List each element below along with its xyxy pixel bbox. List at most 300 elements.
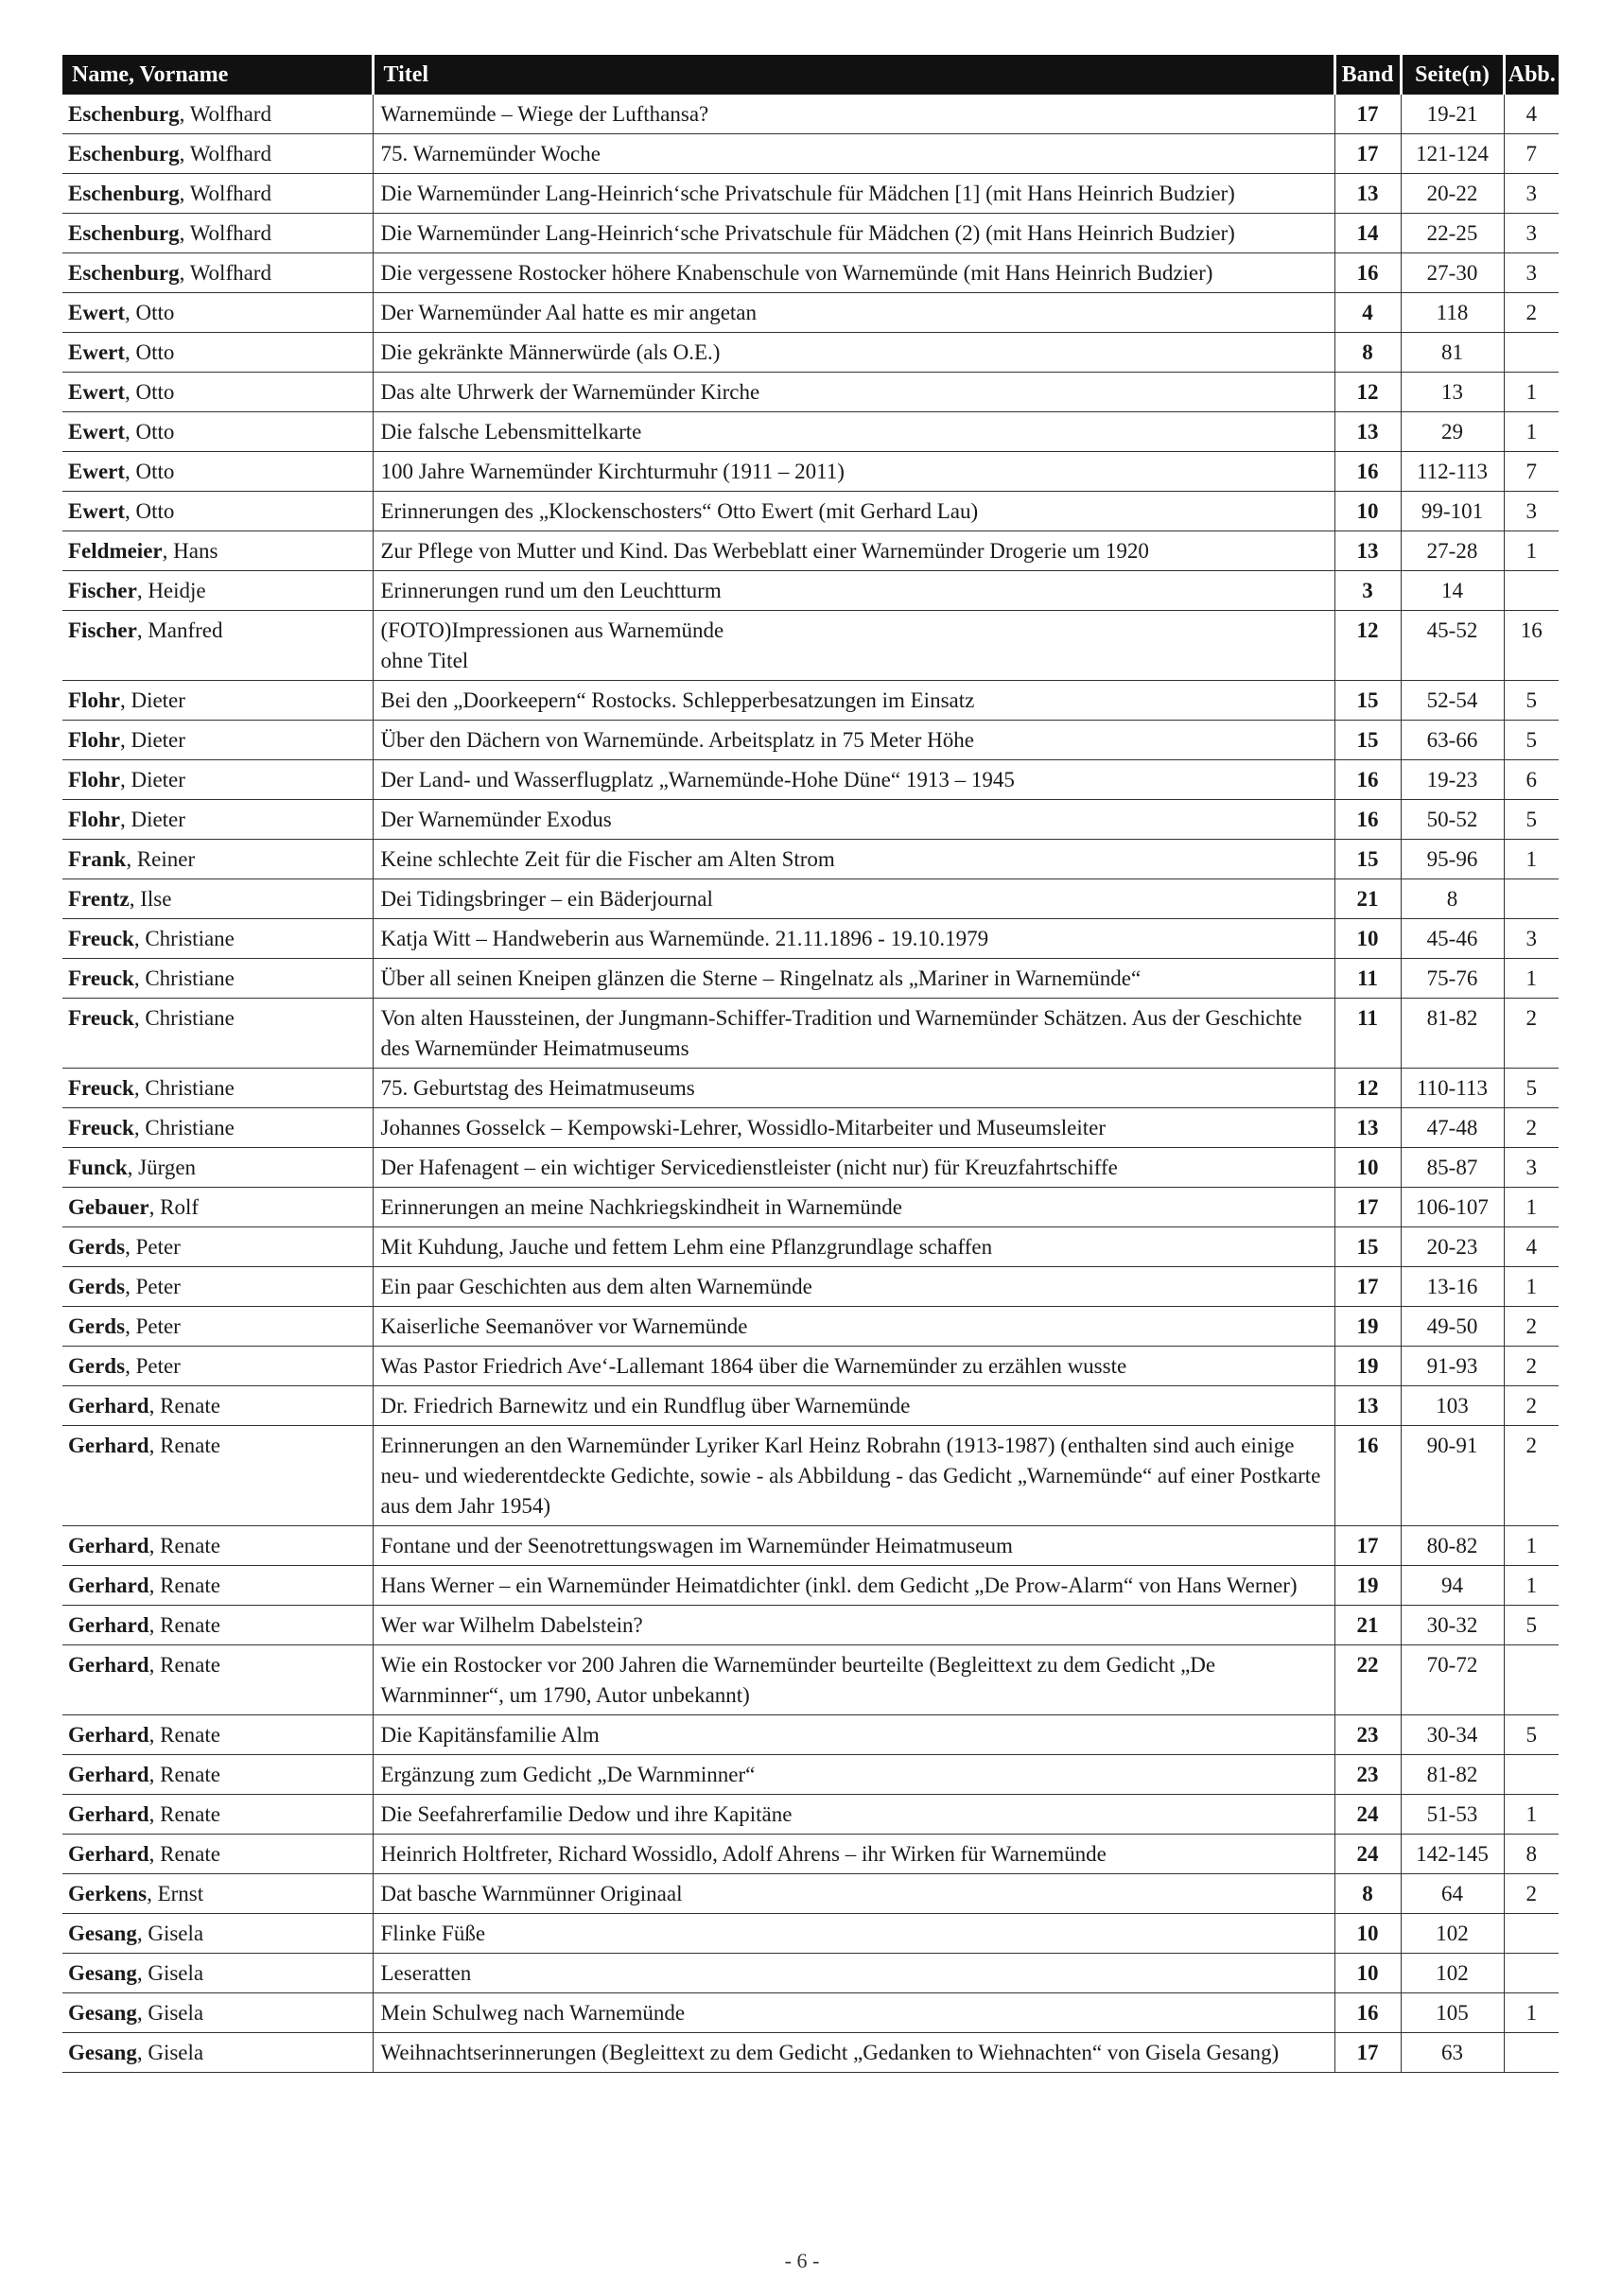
table-row — [62, 1227, 1559, 1267]
author-separator: , — [125, 1354, 136, 1378]
table-row — [62, 333, 1559, 373]
pages-cell: 19-21 — [1401, 95, 1504, 134]
pages-cell: 29 — [1401, 412, 1504, 452]
author-cell — [62, 879, 373, 919]
author-cell — [62, 1993, 373, 2033]
band-cell: 17 — [1334, 1188, 1401, 1227]
band-cell: 16 — [1334, 1426, 1401, 1526]
figures-cell: 2 — [1504, 1347, 1559, 1386]
author-surname: Freuck — [68, 1116, 134, 1139]
author-given-name: Peter — [135, 1354, 181, 1378]
index-sheet — [62, 55, 1559, 2073]
author-given-name: Dieter — [131, 728, 185, 752]
table-row — [62, 1307, 1559, 1347]
title-cell — [373, 1426, 1334, 1526]
author-separator: , — [125, 1275, 136, 1298]
figures-cell: 3 — [1504, 1148, 1559, 1188]
table-row — [62, 1386, 1559, 1426]
table-row — [62, 214, 1559, 253]
author-surname: Flohr — [68, 768, 120, 791]
pages-cell: 30-32 — [1401, 1606, 1504, 1645]
author-separator: , — [119, 808, 131, 831]
figures-cell: 8 — [1504, 1835, 1559, 1874]
author-cell — [62, 571, 373, 611]
band-cell: 11 — [1334, 999, 1401, 1069]
article-title: Flinke Füße — [380, 1922, 486, 1945]
table-row — [62, 1347, 1559, 1386]
author-given-name: Christiane — [145, 1006, 235, 1030]
title-cell — [373, 1566, 1334, 1606]
band-cell: 17 — [1334, 1267, 1401, 1307]
article-title: Dei Tidingsbringer – ein Bäderjournal — [380, 887, 713, 911]
title-cell — [373, 412, 1334, 452]
band-cell: 21 — [1334, 1606, 1401, 1645]
pages-cell: 22-25 — [1401, 214, 1504, 253]
author-given-name: Renate — [160, 1434, 220, 1457]
band-cell: 10 — [1334, 1148, 1401, 1188]
table-row — [62, 879, 1559, 919]
author-surname: Gesang — [68, 2001, 137, 2025]
band-cell: 14 — [1334, 214, 1401, 253]
author-given-name: Christiane — [145, 1116, 235, 1139]
band-cell: 15 — [1334, 721, 1401, 760]
author-given-name: Otto — [135, 301, 175, 324]
author-surname: Gesang — [68, 1922, 137, 1945]
author-given-name: Renate — [160, 1394, 220, 1418]
author-separator: , — [179, 102, 190, 126]
band-cell: 12 — [1334, 373, 1401, 412]
author-surname: Feldmeier — [68, 539, 163, 563]
author-separator: , — [133, 1006, 146, 1030]
table-row — [62, 1755, 1559, 1795]
author-given-name: Wolfhard — [189, 182, 271, 205]
author-cell — [62, 333, 373, 373]
author-surname: Gerhard — [68, 1434, 149, 1457]
header-title: Titel — [373, 55, 1334, 95]
article-title: Ein paar Geschichten aus dem alten Warnemünde — [380, 1275, 812, 1298]
band-cell: 12 — [1334, 1069, 1401, 1108]
band-cell: 17 — [1334, 1526, 1401, 1566]
author-given-name: Ernst — [157, 1882, 204, 1905]
figures-cell — [1504, 1954, 1559, 1993]
table-row — [62, 134, 1559, 174]
author-given-name: Christiane — [145, 927, 235, 950]
figures-cell — [1504, 1645, 1559, 1715]
author-cell — [62, 1227, 373, 1267]
author-separator: , — [148, 1434, 161, 1457]
author-cell — [62, 1755, 373, 1795]
article-title: Hans Werner – ein Warnemünder Heimatdichter (inkl. dem Gedicht „De Prow-Alarm“ von Hans Werner) — [380, 1574, 1298, 1597]
author-separator: , — [136, 2041, 148, 2064]
article-title: Dr. Friedrich Barnewitz und ein Rundflug über Warnemünde — [380, 1394, 911, 1418]
author-surname: Funck — [68, 1156, 128, 1179]
author-given-name: Gisela — [148, 1922, 204, 1945]
title-cell — [373, 1835, 1334, 1874]
author-surname: Gerhard — [68, 1842, 149, 1866]
header-name: Name, Vorname — [62, 55, 373, 95]
author-cell — [62, 800, 373, 840]
article-title: Die Seefahrerfamilie Dedow und ihre Kapitäne — [380, 1802, 793, 1826]
article-title: Von alten Haussteinen, der Jungmann-Schiffer-Tradition und Warnemünder Schätzen. Aus der Geschichte des Warnemünder Heimatmuseums — [380, 1006, 1302, 1060]
pages-cell: 112-113 — [1401, 452, 1504, 492]
article-title: 75. Geburtstag des Heimatmuseums — [380, 1076, 695, 1100]
header-abb: Abb. — [1504, 55, 1559, 95]
author-separator: , — [136, 1961, 148, 1985]
author-surname: Gerhard — [68, 1763, 149, 1786]
author-given-name: Ilse — [140, 887, 172, 911]
author-surname: Frank — [68, 847, 127, 871]
author-separator: , — [148, 1394, 161, 1418]
title-cell — [373, 800, 1334, 840]
pages-cell: 95-96 — [1401, 840, 1504, 879]
figures-cell — [1504, 2033, 1559, 2073]
title-cell — [373, 879, 1334, 919]
article-title: Über den Dächern von Warnemünde. Arbeitsplatz in 75 Meter Höhe — [380, 728, 974, 752]
figures-cell: 1 — [1504, 1993, 1559, 2033]
figures-cell: 2 — [1504, 1386, 1559, 1426]
author-surname: Eschenburg — [68, 182, 180, 205]
title-cell — [373, 999, 1334, 1069]
article-title: Wie ein Rostocker vor 200 Jahren die Warnemünder beurteilte (Begleittext zu dem Gedicht „De Warnminner“, um 1790, Autor unbekannt) — [380, 1653, 1216, 1707]
author-surname: Fischer — [68, 579, 137, 602]
author-cell — [62, 840, 373, 879]
author-cell — [62, 1914, 373, 1954]
author-given-name: Gisela — [148, 2041, 204, 2064]
author-surname: Ewert — [68, 340, 126, 364]
band-cell: 15 — [1334, 840, 1401, 879]
band-cell: 10 — [1334, 1954, 1401, 1993]
article-title: Der Hafenagent – ein wichtiger Servicedienstleister (nicht nur) für Kreuzfahrtschiffe — [380, 1156, 1118, 1179]
title-cell — [373, 531, 1334, 571]
author-separator: , — [125, 460, 136, 483]
author-surname: Ewert — [68, 380, 126, 404]
article-title: Katja Witt – Handweberin aus Warnemünde. 21.11.1896 - 19.10.1979 — [380, 927, 989, 950]
table-row — [62, 1426, 1559, 1526]
article-title: Die falsche Lebensmittelkarte — [380, 420, 642, 444]
table-row — [62, 840, 1559, 879]
author-surname: Gerhard — [68, 1394, 149, 1418]
band-cell: 23 — [1334, 1755, 1401, 1795]
author-surname: Gebauer — [68, 1195, 149, 1219]
band-cell: 11 — [1334, 959, 1401, 999]
title-cell — [373, 174, 1334, 214]
author-separator: , — [125, 301, 136, 324]
article-title: 100 Jahre Warnemünder Kirchturmuhr (1911 – 2011) — [380, 460, 845, 483]
author-given-name: Peter — [135, 1275, 181, 1298]
author-given-name: Renate — [160, 1653, 220, 1677]
pages-cell: 51-53 — [1401, 1795, 1504, 1835]
figures-cell: 6 — [1504, 760, 1559, 800]
author-cell — [62, 2033, 373, 2073]
figures-cell: 1 — [1504, 412, 1559, 452]
author-surname: Flohr — [68, 688, 120, 712]
author-cell — [62, 1645, 373, 1715]
table-row — [62, 1715, 1559, 1755]
pages-cell: 90-91 — [1401, 1426, 1504, 1526]
author-separator: , — [133, 966, 146, 990]
table-row — [62, 1267, 1559, 1307]
title-cell — [373, 1307, 1334, 1347]
author-surname: Ewert — [68, 420, 126, 444]
author-given-name: Heidje — [148, 579, 206, 602]
title-cell — [373, 253, 1334, 293]
author-given-name: Otto — [135, 380, 175, 404]
pages-cell: 49-50 — [1401, 1307, 1504, 1347]
author-separator: , — [147, 1882, 158, 1905]
title-cell — [373, 1108, 1334, 1148]
band-cell: 19 — [1334, 1307, 1401, 1347]
table-row — [62, 2033, 1559, 2073]
title-cell — [373, 333, 1334, 373]
title-cell — [373, 611, 1334, 681]
band-cell: 23 — [1334, 1715, 1401, 1755]
article-title: Über all seinen Kneipen glänzen die Sterne – Ringelnatz als „Mariner in Warnemünde“ — [380, 966, 1142, 990]
author-separator: , — [125, 380, 136, 404]
author-separator: , — [125, 1235, 136, 1259]
article-title: Weihnachtserinnerungen (Begleittext zu dem Gedicht „Gedanken to Wiehnachten“ von Gisela Gesang) — [380, 2041, 1280, 2064]
article-title: Der Land- und Wasserflugplatz „Warnemünde-Hohe Düne“ 1913 – 1945 — [380, 768, 1015, 791]
author-surname: Gerhard — [68, 1574, 149, 1597]
author-cell — [62, 919, 373, 959]
pages-cell: 27-30 — [1401, 253, 1504, 293]
band-cell: 13 — [1334, 531, 1401, 571]
table-row — [62, 800, 1559, 840]
article-title: Die Warnemünder Lang-Heinrich‘sche Privatschule für Mädchen (2) (mit Hans Heinrich Budzier) — [380, 221, 1235, 245]
band-cell: 16 — [1334, 800, 1401, 840]
title-cell — [373, 1188, 1334, 1227]
author-surname: Gerhard — [68, 1613, 149, 1637]
author-given-name: Dieter — [131, 768, 185, 791]
figures-cell: 1 — [1504, 840, 1559, 879]
band-cell: 17 — [1334, 2033, 1401, 2073]
author-separator: , — [148, 1802, 161, 1826]
band-cell: 17 — [1334, 134, 1401, 174]
author-cell — [62, 1526, 373, 1566]
author-given-name: Christiane — [145, 1076, 235, 1100]
author-separator: , — [125, 499, 136, 523]
author-surname: Flohr — [68, 728, 120, 752]
figures-cell: 5 — [1504, 800, 1559, 840]
article-title: Ergänzung zum Gedicht „De Warnminner“ — [380, 1763, 756, 1786]
author-cell — [62, 531, 373, 571]
author-given-name: Wolfhard — [189, 261, 271, 285]
author-cell — [62, 1307, 373, 1347]
pages-cell: 63 — [1401, 2033, 1504, 2073]
article-title: Die Warnemünder Lang-Heinrich‘sche Privatschule für Mädchen [1] (mit Hans Heinrich Budzier) — [380, 182, 1235, 205]
author-given-name: Renate — [160, 1534, 220, 1557]
title-cell — [373, 1386, 1334, 1426]
author-separator: , — [148, 1842, 161, 1866]
band-cell: 8 — [1334, 1874, 1401, 1914]
pages-cell: 99-101 — [1401, 492, 1504, 531]
author-cell — [62, 999, 373, 1069]
band-cell: 22 — [1334, 1645, 1401, 1715]
author-cell — [62, 1874, 373, 1914]
title-cell — [373, 760, 1334, 800]
table-row — [62, 1954, 1559, 1993]
author-surname: Ewert — [68, 301, 126, 324]
index-table — [62, 55, 1559, 2073]
author-cell — [62, 1835, 373, 1874]
author-cell — [62, 293, 373, 333]
figures-cell: 5 — [1504, 1606, 1559, 1645]
title-cell — [373, 1715, 1334, 1755]
table-row — [62, 293, 1559, 333]
title-cell — [373, 1606, 1334, 1645]
table-row — [62, 1795, 1559, 1835]
author-given-name: Renate — [160, 1842, 220, 1866]
author-cell — [62, 1188, 373, 1227]
article-title: Erinnerungen des „Klockenschosters“ Otto Ewert (mit Gerhard Lau) — [380, 499, 979, 523]
author-cell — [62, 760, 373, 800]
author-separator: , — [148, 1613, 161, 1637]
pages-cell: 63-66 — [1401, 721, 1504, 760]
pages-cell: 64 — [1401, 1874, 1504, 1914]
pages-cell: 103 — [1401, 1386, 1504, 1426]
pages-cell: 142-145 — [1401, 1835, 1504, 1874]
author-surname: Ewert — [68, 499, 126, 523]
table-row — [62, 1188, 1559, 1227]
figures-cell: 5 — [1504, 721, 1559, 760]
title-cell — [373, 1267, 1334, 1307]
table-row — [62, 760, 1559, 800]
band-cell: 12 — [1334, 611, 1401, 681]
author-cell — [62, 721, 373, 760]
band-cell: 10 — [1334, 919, 1401, 959]
author-given-name: Christiane — [145, 966, 235, 990]
author-surname: Freuck — [68, 1076, 134, 1100]
author-separator: , — [127, 1156, 139, 1179]
article-title: Fontane und der Seenotrettungswagen im Warnemünder Heimatmuseum — [380, 1534, 1013, 1557]
band-cell: 19 — [1334, 1566, 1401, 1606]
table-row — [62, 721, 1559, 760]
author-cell — [62, 959, 373, 999]
author-cell — [62, 1606, 373, 1645]
title-cell — [373, 721, 1334, 760]
band-cell: 13 — [1334, 412, 1401, 452]
table-row — [62, 253, 1559, 293]
title-cell — [373, 840, 1334, 879]
author-given-name: Reiner — [136, 847, 196, 871]
figures-cell: 4 — [1504, 1227, 1559, 1267]
figures-cell: 1 — [1504, 1795, 1559, 1835]
article-title: Was Pastor Friedrich Ave‘-Lallemant 1864 über die Warnemünder zu erzählen wusste — [380, 1354, 1127, 1378]
table-row — [62, 919, 1559, 959]
article-title: Der Warnemünder Exodus — [380, 808, 612, 831]
article-title: Kaiserliche Seemanöver vor Warnemünde — [380, 1314, 748, 1338]
author-surname: Frentz — [68, 887, 130, 911]
pages-cell: 13 — [1401, 373, 1504, 412]
article-title: Keine schlechte Zeit für die Fischer am Alten Strom — [380, 847, 835, 871]
title-cell — [373, 1645, 1334, 1715]
figures-cell: 1 — [1504, 531, 1559, 571]
band-cell: 13 — [1334, 1386, 1401, 1426]
title-cell — [373, 452, 1334, 492]
author-surname: Eschenburg — [68, 261, 180, 285]
author-cell — [62, 1347, 373, 1386]
author-separator: , — [125, 420, 136, 444]
author-surname: Fischer — [68, 618, 137, 642]
table-row — [62, 1526, 1559, 1566]
author-given-name: Wolfhard — [189, 102, 271, 126]
article-title-note: ohne Titel — [380, 649, 469, 672]
band-cell: 4 — [1334, 293, 1401, 333]
title-cell — [373, 1993, 1334, 2033]
article-title: Johannes Gosselck – Kempowski-Lehrer, Wossidlo-Mitarbeiter und Museumsleiter — [380, 1116, 1107, 1139]
band-cell: 24 — [1334, 1795, 1401, 1835]
article-title: Erinnerungen an meine Nachkriegskindheit in Warnemünde — [380, 1195, 902, 1219]
pages-cell: 91-93 — [1401, 1347, 1504, 1386]
table-row — [62, 95, 1559, 134]
author-surname: Ewert — [68, 460, 126, 483]
pages-cell: 80-82 — [1401, 1526, 1504, 1566]
table-row — [62, 412, 1559, 452]
author-cell — [62, 1715, 373, 1755]
band-cell: 16 — [1334, 760, 1401, 800]
figures-cell: 1 — [1504, 1526, 1559, 1566]
table-row — [62, 1645, 1559, 1715]
table-row — [62, 611, 1559, 681]
article-title: Heinrich Holtfreter, Richard Wossidlo, Adolf Ahrens – ihr Wirken für Warnemünde — [380, 1842, 1107, 1866]
author-surname: Gesang — [68, 1961, 137, 1985]
pages-cell: 19-23 — [1401, 760, 1504, 800]
band-cell: 10 — [1334, 1914, 1401, 1954]
author-separator: , — [162, 539, 174, 563]
figures-cell — [1504, 879, 1559, 919]
author-separator: , — [136, 1922, 148, 1945]
author-surname: Gerds — [68, 1235, 126, 1259]
band-cell: 15 — [1334, 681, 1401, 721]
pages-cell: 121-124 — [1401, 134, 1504, 174]
author-separator: , — [119, 728, 131, 752]
author-surname: Eschenburg — [68, 102, 180, 126]
band-cell: 21 — [1334, 879, 1401, 919]
author-separator: , — [133, 927, 146, 950]
band-cell: 8 — [1334, 333, 1401, 373]
author-cell — [62, 95, 373, 134]
pages-cell: 14 — [1401, 571, 1504, 611]
band-cell: 16 — [1334, 1993, 1401, 2033]
author-given-name: Peter — [135, 1235, 181, 1259]
pages-cell: 20-23 — [1401, 1227, 1504, 1267]
figures-cell: 7 — [1504, 452, 1559, 492]
author-given-name: Otto — [135, 499, 175, 523]
pages-cell: 85-87 — [1401, 1148, 1504, 1188]
author-given-name: Renate — [160, 1613, 220, 1637]
figures-cell — [1504, 571, 1559, 611]
figures-cell: 5 — [1504, 1069, 1559, 1108]
author-cell — [62, 611, 373, 681]
author-given-name: Dieter — [131, 688, 185, 712]
pages-cell: 45-52 — [1401, 611, 1504, 681]
author-given-name: Otto — [135, 420, 175, 444]
article-title: Warnemünde – Wiege der Lufthansa? — [380, 102, 709, 126]
author-cell — [62, 373, 373, 412]
band-cell: 16 — [1334, 452, 1401, 492]
table-row — [62, 681, 1559, 721]
article-title: Erinnerungen rund um den Leuchtturm — [380, 579, 722, 602]
author-given-name: Jürgen — [138, 1156, 197, 1179]
pages-cell: 47-48 — [1401, 1108, 1504, 1148]
author-given-name: Renate — [160, 1763, 220, 1786]
author-surname: Flohr — [68, 808, 120, 831]
author-cell — [62, 253, 373, 293]
page-number: - 6 - — [784, 2249, 820, 2272]
table-row — [62, 174, 1559, 214]
pages-cell: 81-82 — [1401, 999, 1504, 1069]
article-title: Die vergessene Rostocker höhere Knabenschule von Warnemünde (mit Hans Heinrich Budzier) — [380, 261, 1213, 285]
figures-cell: 1 — [1504, 1566, 1559, 1606]
